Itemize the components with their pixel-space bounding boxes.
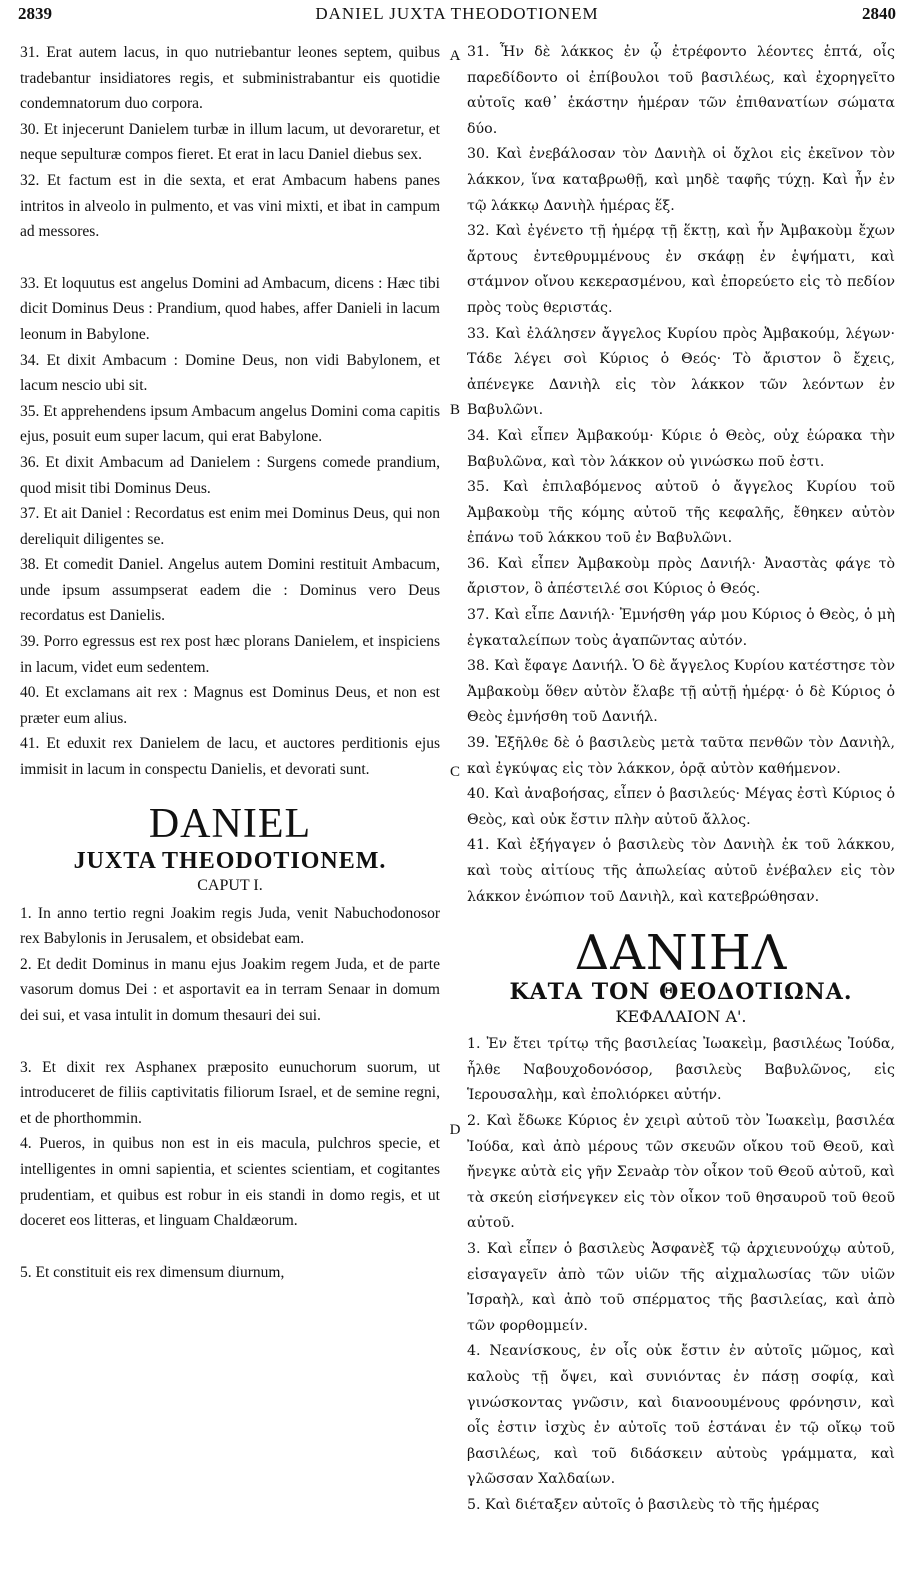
latin-verse: 40. Et exclamans ait rex : Magnus est Dominus Deus, et non est præter eum alius. (20, 684, 440, 727)
latin-column (20, 40, 440, 1285)
greek-verse: 35. Καὶ ἐπιλαβόμενος αὐτοῦ ὁ ἄγγελος Κυρίου τοῦ Ἀμβακοὺμ τῆς κόμης αὐτοῦ τῆς κεφαλῆς, ἔθηκεν αὐτὸν ἐπάνω τοῦ λάκκου τοῦ ἐν Βαβυλῶνι. (467, 479, 895, 547)
latin-verse: 41. Et eduxit rex Danielem de lacu, et auctores perditionis ejus immisit in lacum in conspectu Danielis, et devorati sunt. (20, 735, 440, 779)
margin-letter-a: A (449, 48, 461, 64)
greek-verse: 36. Καὶ εἶπεν Ἀμβακοὺμ πρὸς Δανιήλ· Ἀναστὰς φάγε τὸ ἄριστον, ὃ ἀπέστειλέ σοι Κύριος ὁ Θεός. (467, 555, 895, 598)
margin-letter-c: C (449, 764, 460, 780)
greek-book-subtitle: ΚΑΤΑ ΤΟΝ ΘΕΟΔΟΤΙΩΝΑ. (509, 979, 853, 1006)
latin-chapter-verse: 2. Et dedit Dominus in manu ejus Joakim regem Juda, et de parte vasorum domus Dei : et asportavit ea in terram Senaar in domum dei sui, et vasa intulit in domum thesauri dei sui. (20, 955, 440, 1024)
margin-letter-d: D (449, 1122, 461, 1138)
latin-book-title: DANIEL (148, 800, 312, 847)
latin-verse: 37. Et ait Daniel : Recordatus est enim mei Dominus Deus, qui non dereliquit diligentes se. (20, 505, 440, 548)
greek-verse: 34. Καὶ εἶπεν Ἀμβακούμ· Κύριε ὁ Θεὸς, οὐχ ἑώρακα τὴν Βαβυλῶνα, καὶ τὸν λάκκον οὐ γινώσκω ποῦ ἐστι. (467, 427, 895, 470)
running-header (18, 4, 896, 30)
greek-chapter-verse: 3. Καὶ εἶπεν ὁ βασιλεὺς Ἀσφανὲξ τῷ ἀρχιευνούχῳ αὐτοῦ, εἰσαγαγεῖν ἀπὸ τῶν υἱῶν τῆς αἰχμαλωσίας τῶν υἱῶν Ἰσραὴλ, καὶ ἀπὸ τοῦ σπέρματος τῆς βασιλείας, καὶ ἀπὸ τῶν φορθομμείν. (467, 1240, 895, 1334)
latin-chapter-verse: 1. In anno tertio regni Joakim regis Juda, venit Nabuchodonosor rex Babylonis in Jerusalem, et obsidebat eam. (20, 904, 440, 948)
page-number-left: 2839 (18, 4, 52, 23)
greek-book-title: ΔΑΝΙΗΛ (574, 925, 788, 982)
greek-chapter-verse: 5. Καὶ διέταξεν αὐτοῖς ὁ βασιλεὺς τὸ τῆς ἡμέρας (467, 1496, 820, 1513)
latin-verse: 33. Et loquutus est angelus Domini ad Ambacum, dicens : Hæc tibi dicit Dominus Deus : Prandium, quod habes, affer Danieli in lacum leonum in Babylone. (20, 274, 440, 343)
latin-verse: 35. Et apprehendens ipsum Ambacum angelus Domini coma capitis ejus, posuit eum super lacum, qui erat Babylone. (20, 402, 440, 446)
greek-verse: 33. Καὶ ἐλάλησεν ἄγγελος Κυρίου πρὸς Ἀμβακούμ, λέγων· Τάδε λέγει σοὶ Κύριος ὁ Θεός· Τὸ ἄριστον ὃ ἔχεις, ἀπένεγκε Δανιὴλ εἰς τὸν λάκκον τῶν λεόντων ἐν Βαβυλῶνι. (467, 325, 895, 419)
greek-verse: 39. Ἐξῆλθε δὲ ὁ βασιλεὺς μετὰ ταῦτα πενθῶν τὸν Δανιὴλ, καὶ ἐγκύψας εἰς τὸν λάκκον, ὁρᾷ αὐτὸν καθήμενον. (467, 735, 895, 777)
latin-chapter-verse: 3. Et dixit rex Asphanex præposito eunuchorum suorum, ut introduceret de filiis captivitatis filiorum Israel, et de semine regni, et de phorthommin. (20, 1058, 440, 1127)
greek-verse: 31. Ἦν δὲ λάκκος ἐν ᾧ ἐτρέφοντο λέοντες ἑπτά, οἷς παρεδίδοντο οἱ ἐπίβουλοι τοῦ βασιλέως, καὶ ἐχορηγεῖτο αὐτοῖς καθ᾽ ἑκάστην ἡμέραν τῶν ἐπιθανατίων σώματα δύο. (467, 44, 895, 137)
greek-chapter-verse: 2. Καὶ ἔδωκε Κύριος ἐν χειρὶ αὐτοῦ τὸν Ἰωακεὶμ, βασιλέα Ἰούδα, καὶ ἀπὸ μέρους τῶν σκευῶν οἴκου τοῦ Θεοῦ, καὶ ἤνεγκε αὐτὰ εἰς γῆν Σενaὰρ τὸν οἶκον τοῦ Θεοῦ αὐτοῦ, καὶ τὰ σκεύη εἰσήνεγκεν εἰς τὸν οἶκον τοῦ θησαυροῦ τοῦ θεοῦ αὐτοῦ. (467, 1112, 895, 1232)
greek-verse: 30. Καὶ ἐνεβάλοσαν τὸν Δανιὴλ οἱ ὄχλοι εἰς ἐκεῖνον τὸν λάκκον, ἵνα καταβρωθῇ, καὶ μηδὲ ταφῆς τύχῃ. Καὶ ἦν ἐν τῷ λάκκῳ Δανιὴλ ἡμέρας ἕξ. (467, 146, 895, 214)
margin-letter-b: B (449, 402, 460, 418)
greek-verse: 40. Καὶ ἀναβοήσας, εἶπεν ὁ βασιλεύς· Μέγας ἐστὶ Κύριος ὁ Θεὸς, καὶ οὐκ ἔστιν πλὴν αὐτοῦ ἄλλος. (467, 786, 895, 828)
greek-column (467, 40, 895, 1518)
latin-verse: 30. Et injecerunt Danielem turbæ in illum lacum, ut devoraretur, et neque sepulturæ compos fieret. Et erat in lacu Daniel diebus sex. (20, 120, 440, 164)
latin-verse: 39. Porro egressus est rex post hæc plorans Danielem, et inspiciens in lacum, videt eum sedentem. (20, 633, 440, 676)
greek-chapter-verse: 4. Νεανίσκους, ἐν οἷς οὐκ ἔστιν ἐν αὐτοῖς μῶμος, καὶ καλοὺς τῇ ὄψει, καὶ συνιόντας ἐν πάσῃ σοφίᾳ, καὶ γινώσκοντας γνῶσιν, καὶ διανοουμένους φρόνησιν, καὶ οἷς ἐστιν ἰσχὺς ἐν αὐτοῖς τοῦ ἑστάναι ἐν τῷ οἴκῳ τοῦ βασιλέως, καὶ τοῦ διδάσκειν αὐτοὺς γράμματα, καὶ γλῶσσαν Χαλδαίων. (467, 1343, 895, 1488)
greek-chapter-heading: ΚΕΦΑΛΑΙΟΝ Α'. (615, 1007, 747, 1027)
greek-verse: 37. Καὶ εἶπε Δανιήλ· Ἐμνήσθη γάρ μου Κύριος ὁ Θεὸς, ὁ μὴ ἐγκαταλείπων τοὺς ἀγαπῶντας αὐτόν. (467, 607, 895, 649)
latin-verse: 31. Erat autem lacus, in quo nutriebantur leones septem, quibus tradebantur insidiatores regis, et subministrabantur eis quotidie condemnatorum duo corpora. (20, 44, 440, 113)
greek-chapter-verse: 1. Ἐν ἔτει τρίτῳ τῆς βασιλείας Ἰωακεὶμ, βασιλέως Ἰούδα, ἦλθε Ναβουχοδονόσορ, βασιλεὺς Βαβυλῶνος, εἰς Ἱερουσαλὴμ, καὶ ἐπολιόρκει αὐτήν. (467, 1036, 895, 1104)
greek-verse: 41. Καὶ ἐξήγαγεν ὁ βασιλεὺς τὸν Δανιὴλ ἐκ τοῦ λάκκου, καὶ τοὺς αἰτίους τῆς ἀπωλείας αὐτοῦ ἐνέβαλεν εἰς τὸν λάκκον ἐνώπιον τοῦ Δανιὴλ, καὶ κατεβρώθησαν. (467, 837, 895, 905)
greek-verse: 32. Καὶ ἐγένετο τῇ ἡμέρᾳ τῇ ἕκτῃ, καὶ ἦν Ἀμβακοὺμ ἔχων ἄρτους ἐντεθρυμμένους ἐν σκάφῃ ἐν ἑψήματι, καὶ στάμνον οἴνου κεκερασμένου, καὶ ἐπορεύετο εἰς τὸ πεδίον πρὸς τοὺς θεριστάς. (467, 223, 895, 316)
latin-chapter-verse: 4. Pueros, in quibus non est in eis macula, pulchros specie, et intelligentes in omni sapientia, et scientes scientiam, et cogitantes prudentiam, et quibus est robur in eis standi in domo regis, et ut doceret eos litteras, et linguam Chaldæorum. (20, 1135, 440, 1230)
latin-verse: 36. Et dixit Ambacum ad Danielem : Surgens comede prandium, quod misit tibi Dominus Deus. (20, 453, 440, 497)
running-title: DANIEL JUXTA THEODOTIONEM (315, 4, 599, 23)
greek-verse: 38. Καὶ ἔφαγε Δανιήλ. Ὁ δὲ ἄγγελος Κυρίου κατέστησε τὸν Ἀμβακοὺμ ὅθεν αὐτὸν ἔλαβε τῇ αὐτῇ ἡμέρᾳ· ὁ δὲ Κύριος ὁ Θεὸς ἐμνήσθη τοῦ Δανιήλ. (467, 658, 895, 726)
page-number-right: 2840 (862, 4, 896, 23)
latin-verse: 34. Et dixit Ambacum : Domine Deus, non vidi Babylonem, et lacum nescio ubi sit. (20, 351, 440, 395)
latin-chapter-heading: CAPUT I. (197, 876, 263, 894)
latin-verse: 38. Et comedit Daniel. Angelus autem Domini restituit Ambacum, unde ipsum assumpserat eadem die : Dominus vero Deus recordatus est Danielis. (20, 556, 440, 625)
latin-book-subtitle: JUXTA THEODOTIONEM. (73, 847, 387, 874)
latin-chapter-verse: 5. Et constituit eis rex dimensum diurnum, (20, 1263, 285, 1281)
latin-verse: 32. Et factum est in die sexta, et erat Ambacum habens panes intritos in alveolo in pulmento, et vas vini mixti, et ibat in campum ad messores. (20, 171, 440, 241)
